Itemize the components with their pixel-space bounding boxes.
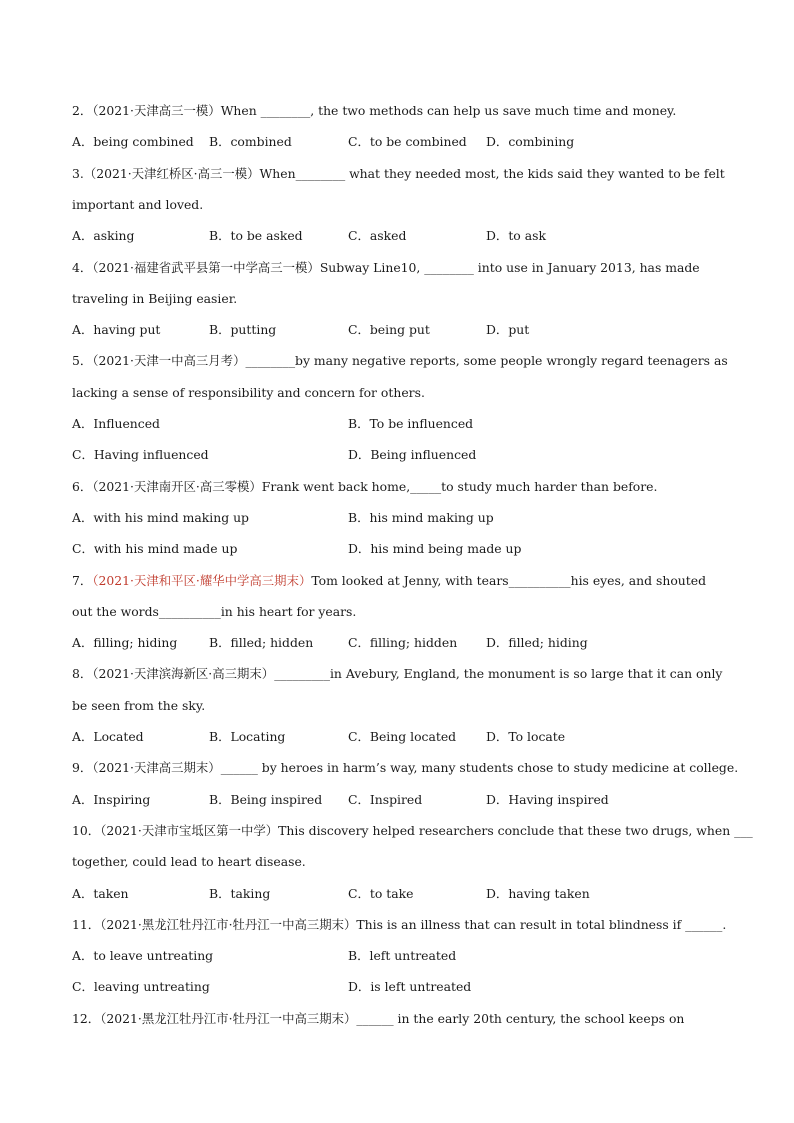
answer-option[interactable]: C．asked — [348, 228, 407, 244]
question-source: （2021·天津高三一模） — [92, 103, 221, 118]
question-text: be seen from the sky. — [72, 697, 206, 713]
answer-option[interactable]: D．having taken — [486, 885, 590, 901]
question-text: _________in Avebury, England, the monument is so large that it can only — [274, 666, 723, 682]
answer-option[interactable]: C．leaving untreating — [72, 979, 210, 995]
answer-option[interactable]: C．filling; hidden — [348, 635, 458, 651]
answer-option[interactable]: B．Locating — [209, 729, 286, 744]
question-text: ______ in the early 20th century, the school keeps on — [356, 1010, 685, 1026]
question-stem-line — [72, 573, 706, 589]
question-source: （2021·天津滨海新区·高三期末） — [92, 666, 275, 682]
question-number: 10． — [72, 822, 101, 838]
answer-option[interactable]: C．being put — [348, 322, 430, 338]
question-stem-line — [72, 385, 425, 401]
question-number: 6． — [72, 478, 93, 494]
question-source: （2021·天津红桥区·高三一模） — [83, 165, 260, 181]
question-source: （2021·黑龙江牡丹江市·牡丹江一中高三期末） — [100, 1010, 357, 1026]
question-text: lacking a sense of responsibility and concern for others. — [72, 384, 425, 400]
answer-option[interactable]: D．his mind being made up — [348, 541, 522, 557]
answer-option[interactable]: A．Inspiring — [72, 791, 151, 807]
question-text: This discovery helped researchers conclude that these two drugs, when ___ — [278, 822, 753, 838]
question-number: 2． — [72, 103, 93, 118]
question-text: ______ by heroes in harm’s way, many students chose to study medicine at college. — [220, 760, 739, 776]
answer-option[interactable]: B．his mind making up — [348, 509, 494, 525]
answer-option[interactable]: B．left untreated — [348, 948, 457, 964]
answer-option[interactable]: C．Inspired — [348, 791, 423, 807]
answer-option[interactable]: A．Influenced — [72, 416, 160, 431]
question-number: 4． — [72, 259, 93, 275]
question-source: （2021·天津和平区·耀华中学高三期末） — [92, 572, 312, 588]
answer-option[interactable]: B．To be influenced — [348, 416, 474, 431]
question-number: 7． — [72, 572, 93, 588]
question-source: （2021·天津一中高三月考） — [92, 353, 246, 369]
question-stem-line — [72, 698, 205, 714]
question-stem-line — [72, 604, 356, 620]
question-stem-line — [72, 291, 237, 307]
answer-option[interactable]: D．combining — [486, 134, 575, 150]
question-stem-line — [72, 760, 738, 776]
question-text: When________ what they needed most, the kids said they wanted to be felt — [259, 165, 725, 181]
question-stem-line — [72, 854, 306, 870]
answer-option[interactable]: D．filled; hiding — [486, 635, 588, 651]
answer-option[interactable]: B．to be asked — [209, 228, 303, 244]
question-text: together, could lead to heart disease. — [72, 854, 306, 870]
question-text: important and loved. — [72, 196, 204, 212]
answer-option[interactable]: B．taking — [209, 885, 271, 901]
answer-option[interactable]: D．is left untreated — [348, 979, 472, 995]
question-stem-line — [72, 166, 725, 182]
question-number: 11． — [72, 916, 101, 932]
answer-option[interactable]: A．filling; hiding — [72, 635, 178, 651]
answer-option[interactable]: D．put — [486, 322, 530, 338]
answer-option[interactable]: C．to take — [348, 885, 414, 901]
question-number: 5． — [72, 353, 93, 369]
question-text: This is an illness that can result in total blindness if ______. — [356, 916, 727, 932]
answer-option[interactable]: B．combined — [209, 134, 292, 150]
question-stem-line — [72, 197, 203, 213]
question-number: 9． — [72, 760, 93, 776]
question-stem-line — [72, 1011, 684, 1027]
question-stem-line — [72, 917, 726, 933]
answer-option[interactable]: C．with his mind made up — [72, 541, 238, 557]
question-stem-line — [72, 260, 700, 276]
question-source: （2021·福建省武平县第一中学高三一模） — [92, 259, 320, 275]
answer-option[interactable]: D．To locate — [486, 729, 566, 744]
question-text: Subway Line10, ________ into use in January 2013, has made — [319, 259, 700, 275]
question-text: When ________, the two methods can help us save much time and money. — [220, 103, 677, 118]
question-stem-line — [72, 823, 753, 839]
question-stem-line — [72, 103, 676, 119]
answer-option[interactable]: D．Having inspired — [486, 791, 609, 807]
answer-option[interactable]: A．being combined — [72, 134, 194, 150]
answer-option[interactable]: B．filled; hidden — [209, 635, 314, 651]
answer-option[interactable]: B．Being inspired — [209, 791, 323, 807]
answer-option[interactable]: B．putting — [209, 322, 277, 338]
question-number: 8． — [72, 666, 93, 682]
answer-option[interactable]: D．Being influenced — [348, 447, 477, 463]
answer-option[interactable]: A．to leave untreating — [72, 948, 214, 964]
question-text: Tom looked at Jenny, with tears__________his eyes, and shouted — [311, 572, 707, 588]
question-stem-line — [72, 666, 722, 682]
question-stem-line — [72, 479, 657, 495]
answer-option[interactable]: C．Having influenced — [72, 447, 209, 463]
question-number: 3. — [72, 165, 84, 181]
question-number: 12． — [72, 1010, 101, 1026]
answer-option[interactable]: A．asking — [72, 228, 135, 244]
question-source: （2021·天津市宝坻区第一中学） — [100, 822, 279, 838]
answer-option[interactable]: A．with his mind making up — [72, 509, 249, 525]
question-stem-line — [72, 353, 728, 369]
question-source: （2021·天津南开区·高三零模） — [92, 478, 262, 494]
answer-option[interactable]: A．Located — [72, 729, 144, 744]
answer-option[interactable]: A．having put — [72, 322, 161, 338]
question-text: ________by many negative reports, some people wrongly regard teenagers as — [245, 353, 728, 369]
answer-option[interactable]: C．to be combined — [348, 134, 467, 150]
question-source: （2021·天津高三期末） — [92, 760, 221, 776]
answer-option[interactable]: A．taken — [72, 885, 129, 901]
question-text: out the words__________in his heart for years. — [72, 603, 357, 619]
question-text: Frank went back home,_____to study much harder than before. — [261, 478, 658, 494]
question-source: （2021·黑龙江牡丹江市·牡丹江一中高三期末） — [100, 916, 357, 932]
answer-option[interactable]: C．Being located — [348, 729, 457, 744]
answer-option[interactable]: D．to ask — [486, 228, 546, 244]
question-text: traveling in Beijing easier. — [72, 290, 238, 306]
